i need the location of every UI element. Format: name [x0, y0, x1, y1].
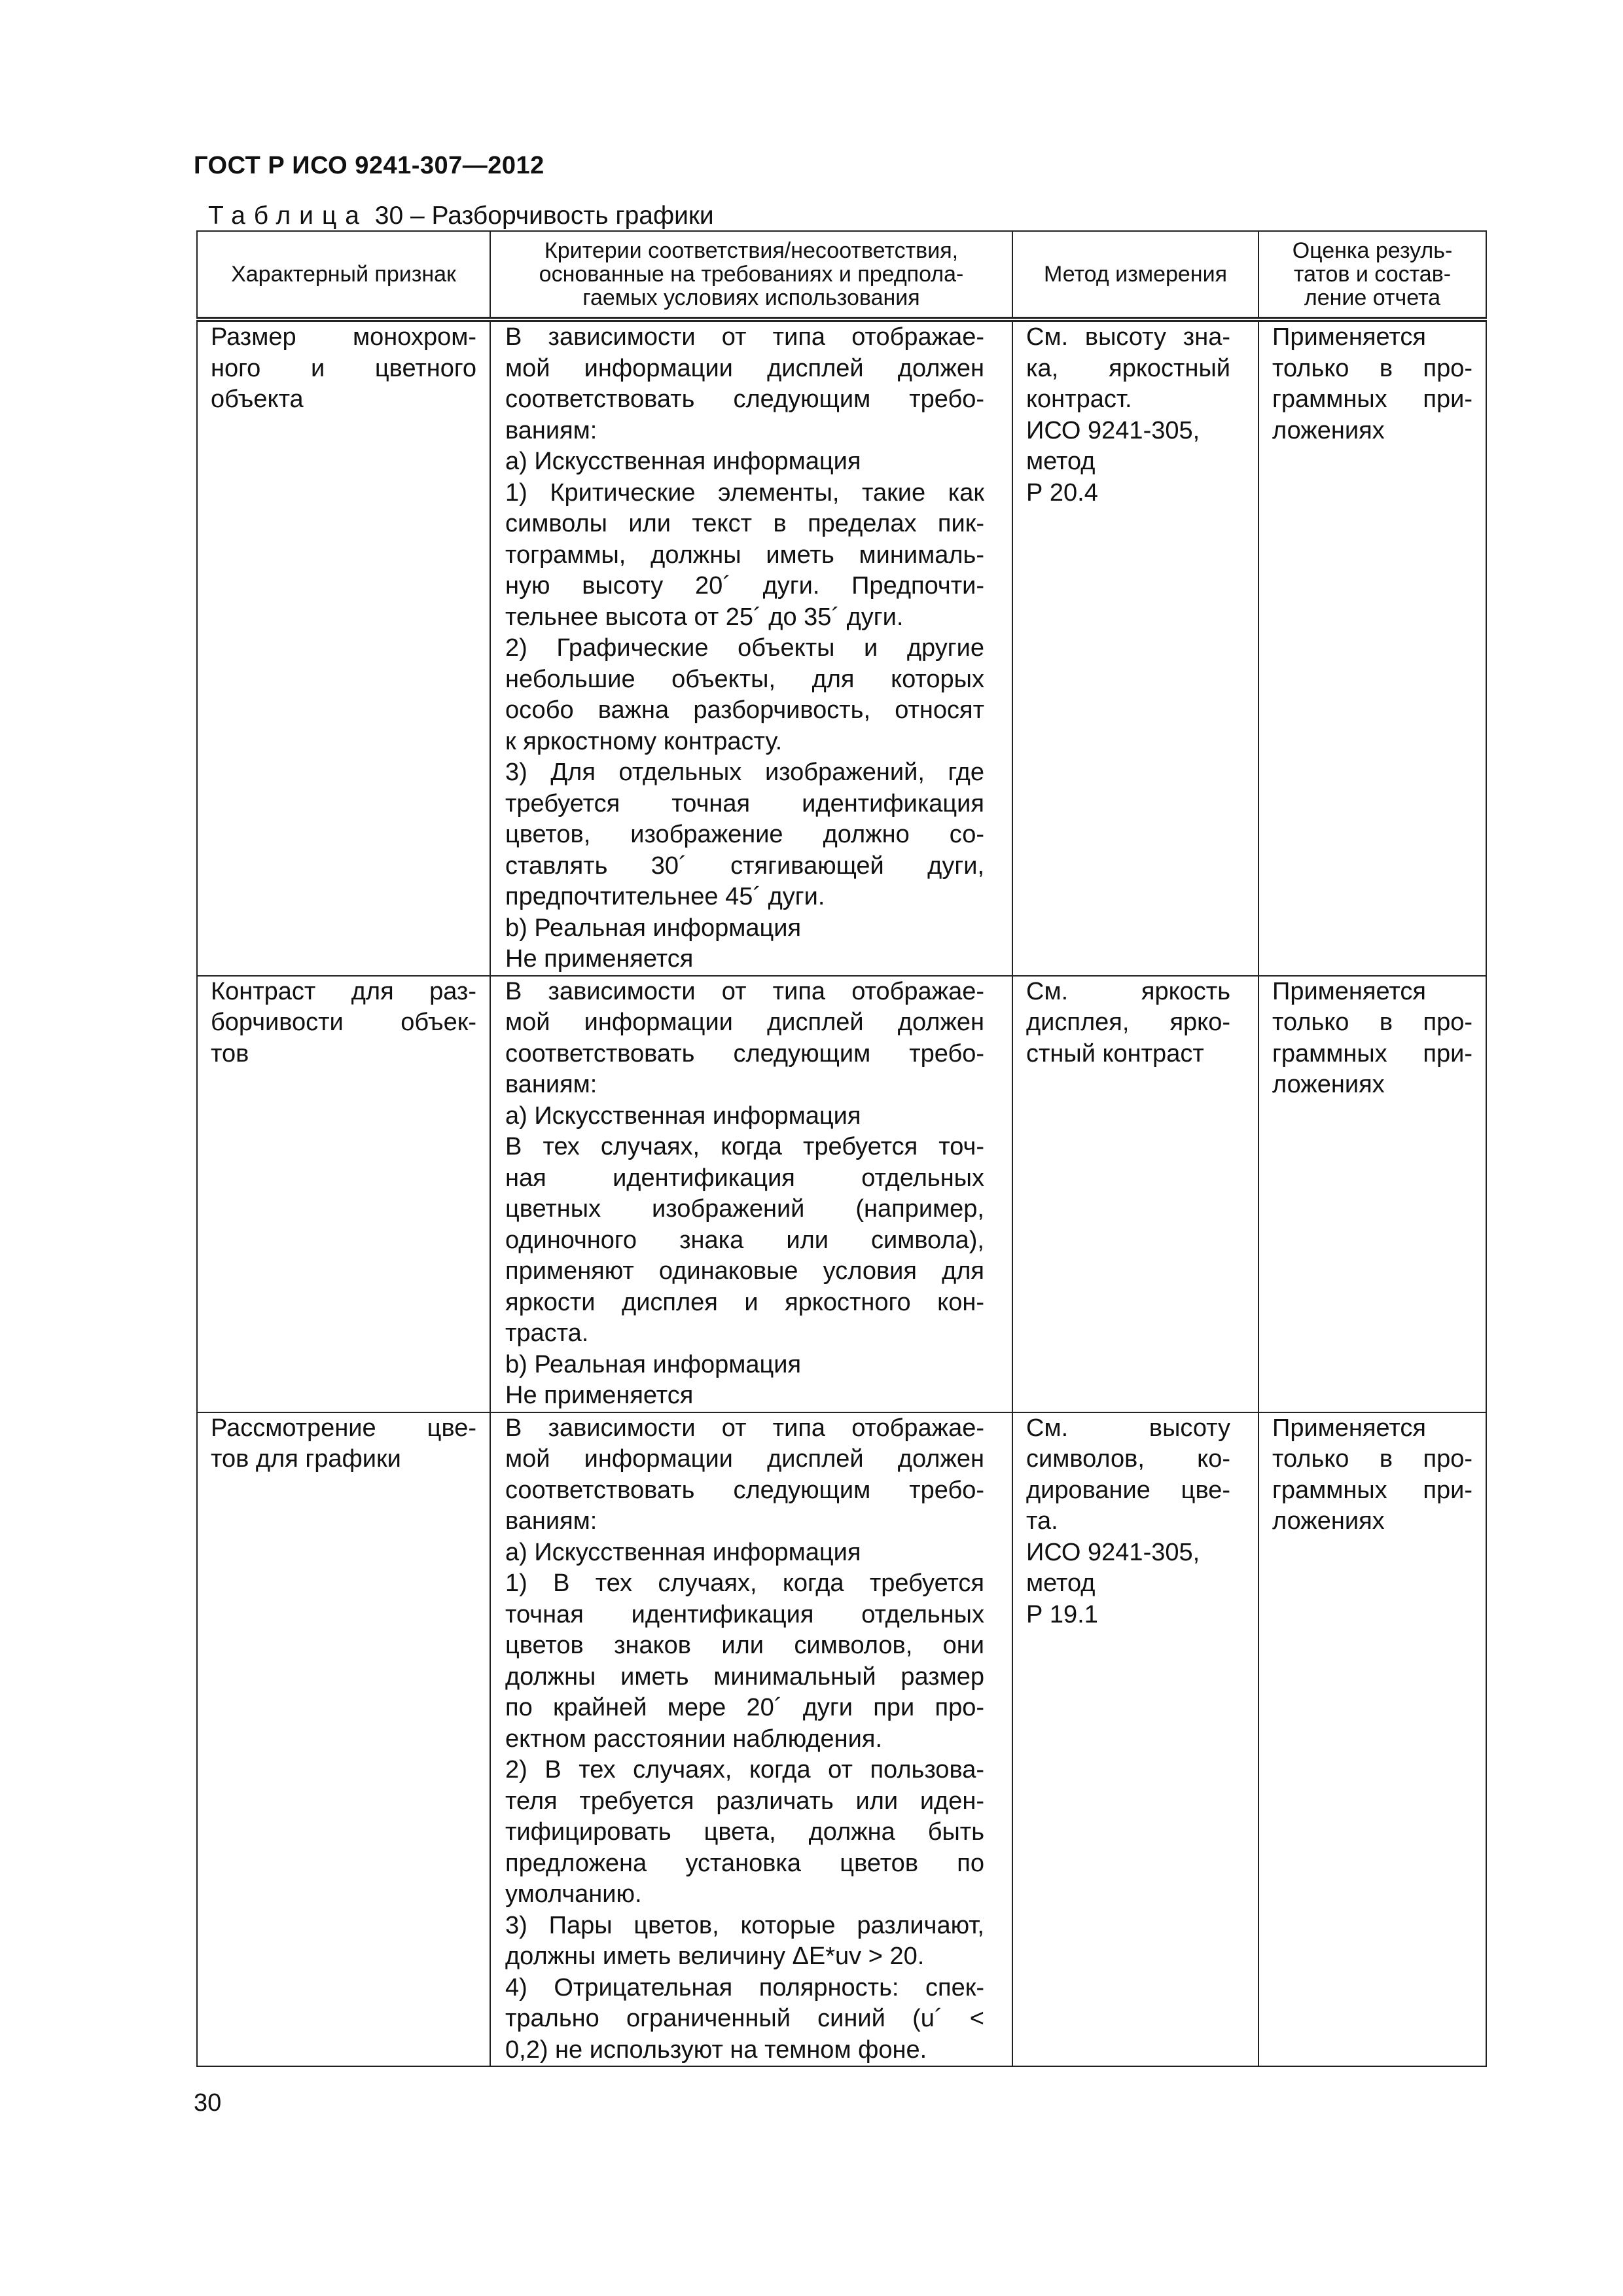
header-line: Метод измерения: [1044, 262, 1227, 287]
header-line: Критерии соответствия/несоответствия,: [544, 238, 959, 263]
header-criteria: [490, 231, 1012, 319]
cell-line: соответствовать следующим требо-: [505, 1039, 984, 1067]
header-line: гаемых условиях использования: [582, 285, 920, 310]
cell-line: Контраст для раз-: [211, 977, 476, 1005]
cell-line: граммных при-: [1272, 386, 1472, 413]
cell-line: по крайней мере 20´ дуги при про-: [505, 1694, 984, 1721]
cell-line: должны иметь минимальный размер: [505, 1662, 984, 1691]
cell-line: См. яркость: [1026, 977, 1230, 1005]
cell-line: символы или текст в пределах пик-: [505, 510, 984, 537]
cell-line: должны иметь величину ΔE*uv > 20.: [505, 1943, 925, 1970]
header-evaluation: [1258, 231, 1486, 319]
cell-line: 3) Для отдельных изображений, где: [505, 759, 984, 786]
cell-line: b) Реальная информация: [505, 914, 802, 942]
header-line: Оценка резуль-: [1292, 238, 1453, 263]
cell-line: 3) Пары цветов, которые различают,: [505, 1911, 984, 1939]
cell-line: символов, ко-: [1026, 1445, 1230, 1473]
cell-line: умолчанию.: [505, 1880, 642, 1908]
cell-feature: [197, 1412, 490, 2067]
cell-method: [1012, 976, 1258, 1412]
cell-line: только в про-: [1272, 354, 1472, 382]
cell-line: В тех случаях, когда требуется точ-: [505, 1133, 984, 1160]
table-row: [197, 319, 1486, 976]
cell-line: граммных при-: [1272, 1039, 1472, 1067]
cell-line: мой информации дисплей должен: [505, 1445, 984, 1473]
header-line: основанные на требованиях и предпола-: [539, 262, 964, 287]
cell-line: Не применяется: [505, 1382, 694, 1409]
cell-line: ложениях: [1272, 1071, 1385, 1098]
caption-word: Таблица: [208, 202, 368, 230]
cell-line: ка, яркостный: [1026, 354, 1230, 382]
cell-line: b) Реальная информация: [505, 1350, 802, 1378]
cell-line: особо важна разборчивость, относят: [505, 696, 984, 724]
cell-criteria: [490, 1412, 1012, 2067]
cell-line: теля требуется различать или иден-: [505, 1787, 984, 1815]
cell-line: См. высоту: [1026, 1414, 1230, 1442]
cell-line: метод: [1026, 1570, 1096, 1597]
header-method: [1012, 231, 1258, 319]
cell-line: небольшие объекты, для которых: [505, 665, 984, 693]
cell-line: ектном расстоянии наблюдения.: [505, 1725, 883, 1753]
cell-line: борчивости объек-: [211, 1009, 476, 1036]
cell-line: к яркостному контрасту.: [505, 727, 783, 755]
cell-line: объекта: [211, 386, 304, 413]
cell-line: цветов знаков или символов, они: [505, 1632, 984, 1659]
cell-line: предпочтительнее 45´ дуги.: [505, 883, 825, 910]
cell-line: Применяется: [1272, 323, 1426, 351]
page-number: 30: [194, 2089, 222, 2117]
cell-line: одиночного знака или символа),: [505, 1226, 984, 1254]
cell-line: а) Искусственная информация: [505, 1538, 861, 1566]
cell-criteria: [490, 976, 1012, 1412]
cell-feature: [197, 976, 490, 1412]
cell-line: ного и цветного: [211, 354, 476, 382]
cell-line: трально ограниченный синий (u´ <: [505, 2005, 984, 2032]
header-line: Характерный признак: [231, 262, 456, 287]
cell-line: 2) Графические объекты и другие: [505, 634, 984, 662]
cell-line: ная идентификация отдельных: [505, 1164, 984, 1192]
cell-line: ваниям:: [505, 1507, 597, 1535]
cell-line: дирование цве-: [1026, 1476, 1230, 1504]
cell-line: траста.: [505, 1319, 589, 1347]
cell-line: тов для графики: [211, 1445, 401, 1473]
cell-evaluation: [1258, 976, 1486, 1412]
cell-line: ложениях: [1272, 416, 1385, 444]
cell-line: а) Искусственная информация: [505, 448, 861, 475]
cell-line: предложена установка цветов по: [505, 1849, 984, 1877]
cell-line: соответствовать следующим требо-: [505, 1476, 984, 1504]
cell-line: яркости дисплея и яркостного кон-: [505, 1288, 984, 1316]
cell-line: В зависимости от типа отображае-: [505, 977, 984, 1005]
cell-line: метод: [1026, 448, 1096, 475]
cell-line: ваниям:: [505, 416, 597, 444]
document-code: ГОСТ Р ИСО 9241-307—2012: [194, 152, 544, 179]
cell-line: Р 20.4: [1026, 478, 1098, 507]
cell-line: тельнее высота от 25´ до 35´ дуги.: [505, 603, 904, 631]
cell-line: требуется точная идентификация: [505, 789, 984, 817]
cell-feature: [197, 319, 490, 976]
table-header-row: [197, 231, 1486, 319]
cell-line: дисплея, ярко-: [1026, 1009, 1230, 1036]
cell-line: Не применяется: [505, 945, 694, 973]
cell-line: стный контраст: [1026, 1039, 1204, 1067]
cell-line: та.: [1026, 1507, 1058, 1535]
cell-line: тифицировать цвета, должна быть: [505, 1818, 984, 1846]
cell-line: Применяется: [1272, 1414, 1426, 1442]
cell-line: ИСО 9241-305,: [1026, 1538, 1200, 1566]
cell-line: точная идентификация отдельных: [505, 1600, 984, 1628]
cell-method: [1012, 1412, 1258, 2067]
cell-line: 1) В тех случаях, когда требуется: [505, 1570, 984, 1597]
cell-line: тограммы, должны иметь минималь-: [505, 541, 984, 569]
cell-line: ваниям:: [505, 1071, 597, 1098]
cell-line: цветов, изображение должно со-: [505, 821, 984, 848]
cell-criteria: [490, 319, 1012, 976]
header-feature: [197, 231, 490, 319]
cell-line: применяют одинаковые условия для: [505, 1257, 984, 1285]
cell-line: Применяется: [1272, 977, 1426, 1005]
header-line: татов и состав-: [1293, 262, 1452, 287]
cell-line: мой информации дисплей должен: [505, 354, 984, 382]
header-line: ление отчета: [1304, 285, 1441, 310]
cell-line: тов: [211, 1039, 249, 1067]
table-row: [197, 1412, 1486, 2067]
cell-method: [1012, 319, 1258, 976]
table-row: [197, 976, 1486, 1412]
cell-line: Размер монохром-: [211, 323, 476, 351]
cell-evaluation: [1258, 319, 1486, 976]
cell-line: а) Искусственная информация: [505, 1102, 861, 1130]
cell-line: ложениях: [1272, 1507, 1385, 1535]
cell-line: только в про-: [1272, 1445, 1472, 1473]
cell-line: 2) В тех случаях, когда от пользова-: [505, 1756, 984, 1784]
cell-line: В зависимости от типа отображае-: [505, 323, 984, 351]
cell-line: 0,2) не используют на темном фоне.: [505, 2036, 927, 2064]
cell-line: Рассмотрение цве-: [211, 1414, 476, 1442]
cell-line: Р 19.1: [1026, 1600, 1098, 1628]
cell-line: ИСО 9241-305,: [1026, 416, 1200, 444]
cell-line: В зависимости от типа отображае-: [505, 1414, 984, 1442]
cell-line: См. высоту зна-: [1026, 323, 1230, 351]
cell-evaluation: [1258, 1412, 1486, 2067]
caption-title: 30 – Разборчивость графики: [374, 202, 714, 230]
legibility-table: [196, 230, 1487, 2067]
cell-line: ставлять 30´ стягивающей дуги,: [505, 852, 984, 880]
cell-line: ную высоту 20´ дуги. Предпочти-: [505, 572, 984, 600]
cell-line: цветных изображений (например,: [505, 1195, 984, 1223]
cell-line: 1) Критические элементы, такие как: [505, 478, 984, 507]
cell-line: 4) Отрицательная полярность: спек-: [505, 1973, 984, 2001]
table-caption: [208, 202, 714, 230]
cell-line: мой информации дисплей должен: [505, 1009, 984, 1036]
cell-line: граммных при-: [1272, 1476, 1472, 1504]
cell-line: только в про-: [1272, 1009, 1472, 1036]
cell-line: контраст.: [1026, 386, 1132, 413]
cell-line: соответствовать следующим требо-: [505, 386, 984, 413]
